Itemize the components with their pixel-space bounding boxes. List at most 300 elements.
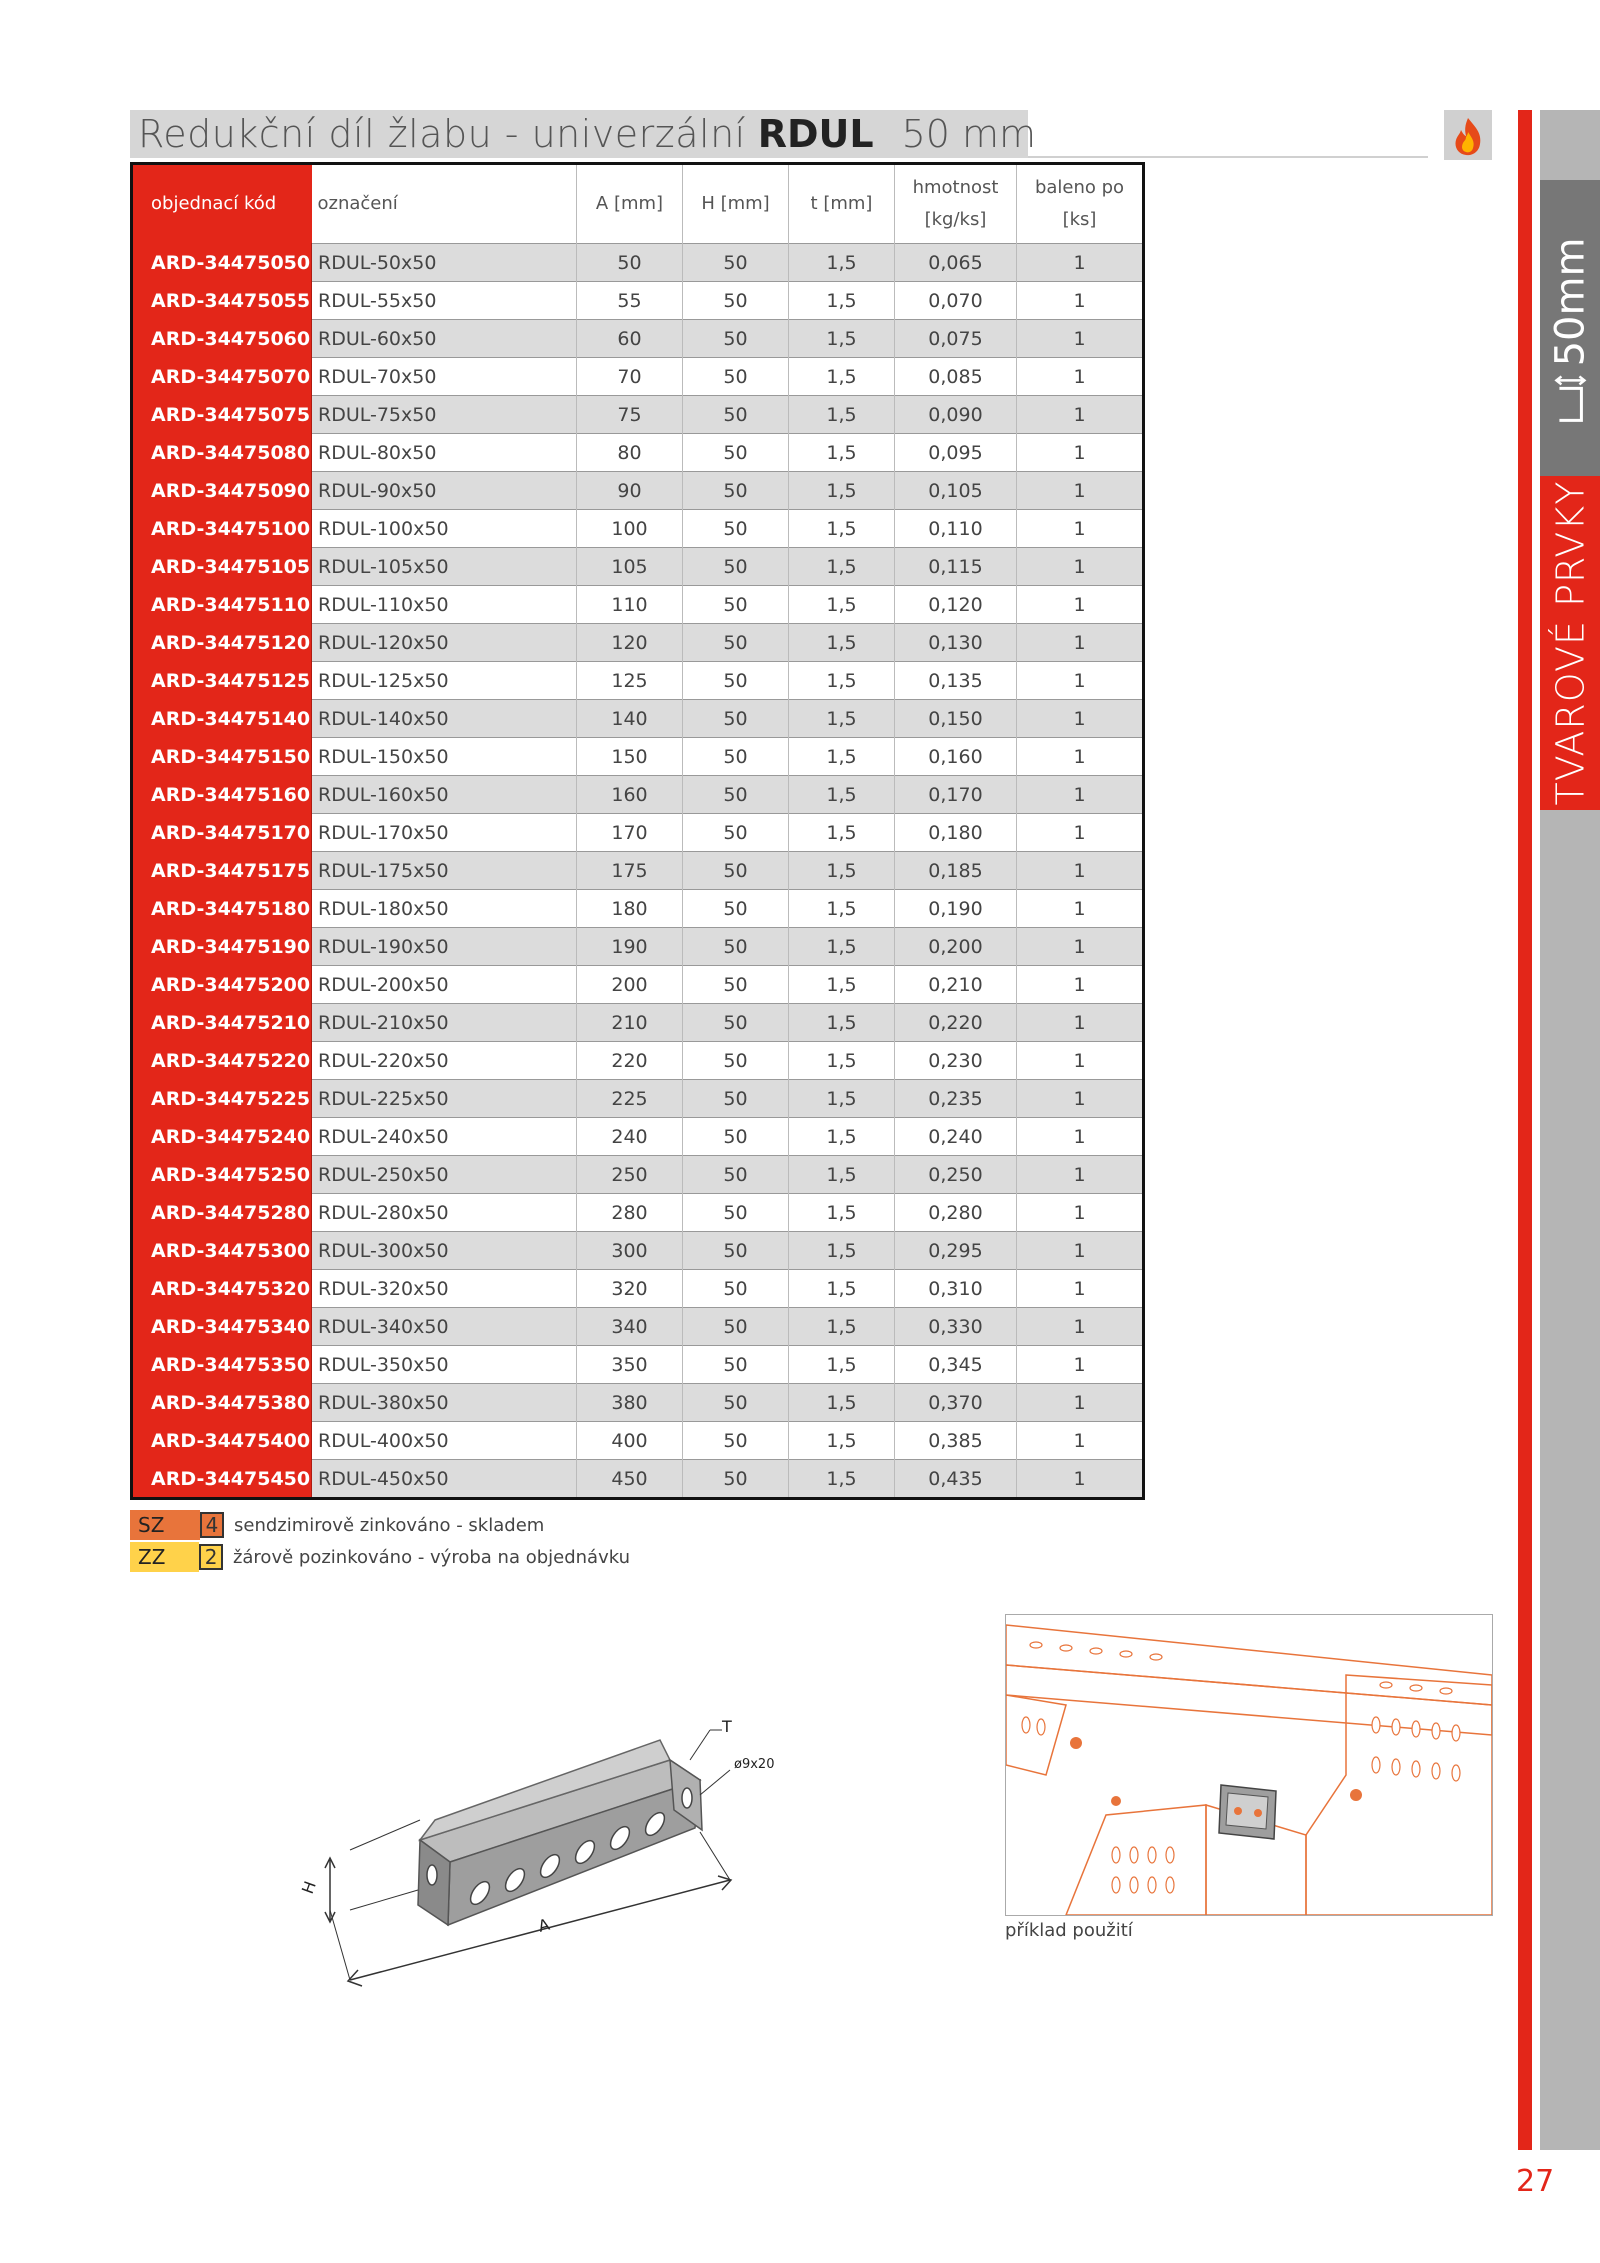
- cell-a: 300: [577, 1232, 683, 1270]
- cell-weight: 0,220: [895, 1004, 1017, 1042]
- cell-pack: 1: [1017, 282, 1144, 320]
- legend-zz-code: ZZ: [130, 1542, 199, 1572]
- cell-t: 1,5: [789, 1042, 895, 1080]
- cell-weight: 0,250: [895, 1156, 1017, 1194]
- header-weight: [895, 164, 1017, 244]
- cell-h: 50: [683, 1422, 789, 1460]
- cell-h: 50: [683, 472, 789, 510]
- table-row: [132, 282, 1144, 320]
- cell-h: 50: [683, 738, 789, 776]
- cell-name: RDUL-180x50: [312, 890, 577, 928]
- cell-name: RDUL-280x50: [312, 1194, 577, 1232]
- cell-name: RDUL-400x50: [312, 1422, 577, 1460]
- table-row: [132, 1042, 1144, 1080]
- cell-name: RDUL-190x50: [312, 928, 577, 966]
- cell-pack: 1: [1017, 1422, 1144, 1460]
- cell-code: ARD-34475175: [132, 852, 312, 890]
- cell-h: 50: [683, 1118, 789, 1156]
- cell-weight: 0,345: [895, 1346, 1017, 1384]
- fire-icon: [1444, 110, 1492, 160]
- cell-t: 1,5: [789, 776, 895, 814]
- cell-weight: 0,150: [895, 700, 1017, 738]
- cell-weight: 0,435: [895, 1460, 1017, 1499]
- cell-weight: 0,295: [895, 1232, 1017, 1270]
- cell-a: 190: [577, 928, 683, 966]
- cell-code: ARD-34475450: [132, 1460, 312, 1499]
- cell-a: 150: [577, 738, 683, 776]
- header-name: označení: [312, 164, 577, 244]
- cell-code: ARD-34475225: [132, 1080, 312, 1118]
- cell-a: 320: [577, 1270, 683, 1308]
- side-size-label: 50mm: [1547, 237, 1594, 367]
- cell-name: RDUL-380x50: [312, 1384, 577, 1422]
- table-row: [132, 1232, 1144, 1270]
- header-pack-1: baleno po: [1034, 177, 1125, 198]
- cell-name: RDUL-220x50: [312, 1042, 577, 1080]
- table-row: [132, 1308, 1144, 1346]
- cell-pack: 1: [1017, 1042, 1144, 1080]
- cell-code: ARD-34475050: [132, 244, 312, 282]
- cell-name: RDUL-300x50: [312, 1232, 577, 1270]
- table-row: [132, 1270, 1144, 1308]
- cell-code: ARD-34475090: [132, 472, 312, 510]
- cell-t: 1,5: [789, 472, 895, 510]
- cell-h: 50: [683, 548, 789, 586]
- table-row: [132, 1156, 1144, 1194]
- table-row: [132, 890, 1144, 928]
- cell-a: 200: [577, 966, 683, 1004]
- table-row: [132, 472, 1144, 510]
- cell-pack: 1: [1017, 1270, 1144, 1308]
- cell-pack: 1: [1017, 852, 1144, 890]
- cell-code: ARD-34475190: [132, 928, 312, 966]
- cell-code: ARD-34475060: [132, 320, 312, 358]
- cell-h: 50: [683, 282, 789, 320]
- cell-t: 1,5: [789, 700, 895, 738]
- cell-pack: 1: [1017, 662, 1144, 700]
- cell-a: 175: [577, 852, 683, 890]
- cell-a: 75: [577, 396, 683, 434]
- cell-pack: 1: [1017, 1308, 1144, 1346]
- cell-a: 60: [577, 320, 683, 358]
- cell-t: 1,5: [789, 320, 895, 358]
- cell-name: RDUL-160x50: [312, 776, 577, 814]
- page-number: 27: [1516, 2164, 1555, 2199]
- cell-weight: 0,115: [895, 548, 1017, 586]
- cell-pack: 1: [1017, 814, 1144, 852]
- cell-name: RDUL-125x50: [312, 662, 577, 700]
- cell-a: 250: [577, 1156, 683, 1194]
- cell-weight: 0,190: [895, 890, 1017, 928]
- cell-code: ARD-34475110: [132, 586, 312, 624]
- cell-h: 50: [683, 1270, 789, 1308]
- cell-h: 50: [683, 1232, 789, 1270]
- cell-a: 280: [577, 1194, 683, 1232]
- cell-code: ARD-34475380: [132, 1384, 312, 1422]
- table-row: [132, 358, 1144, 396]
- table-row: [132, 738, 1144, 776]
- cell-weight: 0,280: [895, 1194, 1017, 1232]
- cell-h: 50: [683, 852, 789, 890]
- cell-t: 1,5: [789, 738, 895, 776]
- table-row: [132, 928, 1144, 966]
- product-table: [130, 162, 1145, 1500]
- cell-h: 50: [683, 928, 789, 966]
- cell-t: 1,5: [789, 1232, 895, 1270]
- cell-weight: 0,370: [895, 1384, 1017, 1422]
- cell-a: 90: [577, 472, 683, 510]
- cell-pack: 1: [1017, 548, 1144, 586]
- cell-a: 180: [577, 890, 683, 928]
- cell-code: ARD-34475280: [132, 1194, 312, 1232]
- cell-name: RDUL-70x50: [312, 358, 577, 396]
- cell-a: 55: [577, 282, 683, 320]
- header-t: t [mm]: [789, 164, 895, 244]
- table-header-row: [132, 164, 1144, 244]
- cell-a: 50: [577, 244, 683, 282]
- cell-pack: 1: [1017, 586, 1144, 624]
- cell-name: RDUL-75x50: [312, 396, 577, 434]
- side-category: [1546, 476, 1594, 810]
- cell-weight: 0,105: [895, 472, 1017, 510]
- cell-h: 50: [683, 1042, 789, 1080]
- title-main: Redukční díl žlabu - univerzální: [138, 112, 746, 156]
- table-row: [132, 510, 1144, 548]
- cell-h: 50: [683, 1346, 789, 1384]
- cell-pack: 1: [1017, 1156, 1144, 1194]
- cell-t: 1,5: [789, 662, 895, 700]
- cell-pack: 1: [1017, 1080, 1144, 1118]
- cell-weight: 0,075: [895, 320, 1017, 358]
- cell-name: RDUL-170x50: [312, 814, 577, 852]
- cell-t: 1,5: [789, 928, 895, 966]
- cell-weight: 0,135: [895, 662, 1017, 700]
- cell-name: RDUL-250x50: [312, 1156, 577, 1194]
- cell-name: RDUL-100x50: [312, 510, 577, 548]
- cell-t: 1,5: [789, 1080, 895, 1118]
- cell-pack: 1: [1017, 396, 1144, 434]
- cell-h: 50: [683, 890, 789, 928]
- cell-weight: 0,240: [895, 1118, 1017, 1156]
- cell-name: RDUL-60x50: [312, 320, 577, 358]
- technical-drawing: [290, 1700, 830, 2020]
- cell-name: RDUL-80x50: [312, 434, 577, 472]
- side-category-label: TVAROVÉ PRVKY: [1548, 480, 1592, 806]
- cell-weight: 0,185: [895, 852, 1017, 890]
- cell-h: 50: [683, 1460, 789, 1499]
- cell-h: 50: [683, 1004, 789, 1042]
- legend-sz-num: 4: [200, 1512, 224, 1538]
- cell-code: ARD-34475100: [132, 510, 312, 548]
- cell-name: RDUL-55x50: [312, 282, 577, 320]
- legend-sz: [130, 1510, 630, 1540]
- legend-zz: [130, 1542, 630, 1572]
- cell-a: 210: [577, 1004, 683, 1042]
- cell-t: 1,5: [789, 244, 895, 282]
- cell-h: 50: [683, 1080, 789, 1118]
- drawing-label-t: T: [722, 1717, 732, 1736]
- cell-a: 400: [577, 1422, 683, 1460]
- cell-weight: 0,170: [895, 776, 1017, 814]
- cell-pack: 1: [1017, 1004, 1144, 1042]
- cell-code: ARD-34475340: [132, 1308, 312, 1346]
- cell-code: ARD-34475150: [132, 738, 312, 776]
- header-weight-2: [kg/ks]: [924, 209, 987, 230]
- cell-name: RDUL-240x50: [312, 1118, 577, 1156]
- cell-pack: 1: [1017, 358, 1144, 396]
- cell-t: 1,5: [789, 282, 895, 320]
- cell-t: 1,5: [789, 1118, 895, 1156]
- side-red-strip: [1518, 110, 1532, 2150]
- cell-code: ARD-34475080: [132, 434, 312, 472]
- cell-h: 50: [683, 320, 789, 358]
- cell-t: 1,5: [789, 852, 895, 890]
- cell-pack: 1: [1017, 1194, 1144, 1232]
- cell-h: 50: [683, 776, 789, 814]
- cell-code: ARD-34475220: [132, 1042, 312, 1080]
- cell-code: ARD-34475240: [132, 1118, 312, 1156]
- cell-a: 110: [577, 586, 683, 624]
- cell-h: 50: [683, 624, 789, 662]
- cell-t: 1,5: [789, 510, 895, 548]
- cell-h: 50: [683, 434, 789, 472]
- cell-a: 105: [577, 548, 683, 586]
- cell-weight: 0,330: [895, 1308, 1017, 1346]
- cell-name: RDUL-110x50: [312, 586, 577, 624]
- cell-t: 1,5: [789, 1422, 895, 1460]
- cell-pack: 1: [1017, 244, 1144, 282]
- cell-weight: 0,230: [895, 1042, 1017, 1080]
- header-a: A [mm]: [577, 164, 683, 244]
- cell-code: ARD-34475210: [132, 1004, 312, 1042]
- usage-example-image: [1005, 1614, 1493, 1916]
- table-row: [132, 1080, 1144, 1118]
- cell-weight: 0,110: [895, 510, 1017, 548]
- cell-h: 50: [683, 1194, 789, 1232]
- cell-h: 50: [683, 586, 789, 624]
- cell-t: 1,5: [789, 396, 895, 434]
- header-weight-1: hmotnost: [912, 177, 999, 198]
- table-row: [132, 662, 1144, 700]
- cell-weight: 0,065: [895, 244, 1017, 282]
- cell-name: RDUL-350x50: [312, 1346, 577, 1384]
- table-row: [132, 776, 1144, 814]
- cell-code: ARD-34475075: [132, 396, 312, 434]
- table-row: [132, 966, 1144, 1004]
- cell-h: 50: [683, 814, 789, 852]
- cell-code: ARD-34475200: [132, 966, 312, 1004]
- table-row: [132, 244, 1144, 282]
- cell-t: 1,5: [789, 358, 895, 396]
- drawing-label-h: H: [297, 1878, 320, 1897]
- cell-name: RDUL-50x50: [312, 244, 577, 282]
- table-row: [132, 548, 1144, 586]
- cell-code: ARD-34475180: [132, 890, 312, 928]
- cell-weight: 0,090: [895, 396, 1017, 434]
- header-pack-2: [ks]: [1062, 209, 1097, 230]
- table-row: [132, 320, 1144, 358]
- cell-a: 120: [577, 624, 683, 662]
- cell-t: 1,5: [789, 1156, 895, 1194]
- table-row: [132, 700, 1144, 738]
- cell-pack: 1: [1017, 966, 1144, 1004]
- cell-pack: 1: [1017, 1232, 1144, 1270]
- cell-t: 1,5: [789, 966, 895, 1004]
- table-row: [132, 1118, 1144, 1156]
- cell-code: ARD-34475070: [132, 358, 312, 396]
- cell-t: 1,5: [789, 1004, 895, 1042]
- cell-pack: 1: [1017, 1118, 1144, 1156]
- table-row: [132, 396, 1144, 434]
- cell-code: ARD-34475120: [132, 624, 312, 662]
- cell-weight: 0,130: [895, 624, 1017, 662]
- cell-name: RDUL-150x50: [312, 738, 577, 776]
- cell-a: 100: [577, 510, 683, 548]
- cell-code: ARD-34475350: [132, 1346, 312, 1384]
- cell-pack: 1: [1017, 624, 1144, 662]
- cell-weight: 0,385: [895, 1422, 1017, 1460]
- legend-sz-code: SZ: [130, 1510, 200, 1540]
- cell-h: 50: [683, 662, 789, 700]
- cell-code: ARD-34475055: [132, 282, 312, 320]
- drawing-label-hole: ø9x20: [734, 1757, 775, 1772]
- legend-zz-text: žárově pozinkováno - výroba na objednávku: [232, 1546, 630, 1568]
- cell-weight: 0,070: [895, 282, 1017, 320]
- cell-a: 240: [577, 1118, 683, 1156]
- table-row: [132, 1460, 1144, 1499]
- cell-a: 450: [577, 1460, 683, 1499]
- cell-pack: 1: [1017, 928, 1144, 966]
- cell-name: RDUL-340x50: [312, 1308, 577, 1346]
- cell-name: RDUL-90x50: [312, 472, 577, 510]
- cell-pack: 1: [1017, 472, 1144, 510]
- cell-a: 80: [577, 434, 683, 472]
- header-code: objednací kód: [132, 164, 312, 244]
- cell-name: RDUL-225x50: [312, 1080, 577, 1118]
- drawing-label-a: A: [536, 1914, 552, 1936]
- cell-pack: 1: [1017, 434, 1144, 472]
- side-size: [1546, 200, 1594, 460]
- cell-weight: 0,210: [895, 966, 1017, 1004]
- cell-a: 350: [577, 1346, 683, 1384]
- cell-weight: 0,200: [895, 928, 1017, 966]
- cell-code: ARD-34475105: [132, 548, 312, 586]
- cell-a: 340: [577, 1308, 683, 1346]
- cell-t: 1,5: [789, 814, 895, 852]
- cell-code: ARD-34475140: [132, 700, 312, 738]
- cell-a: 380: [577, 1384, 683, 1422]
- cell-pack: 1: [1017, 1460, 1144, 1499]
- cell-name: RDUL-200x50: [312, 966, 577, 1004]
- cell-name: RDUL-210x50: [312, 1004, 577, 1042]
- title-rule: [1028, 156, 1428, 158]
- cell-weight: 0,160: [895, 738, 1017, 776]
- cell-h: 50: [683, 1384, 789, 1422]
- legend-sz-text: sendzimirově zinkováno - skladem: [234, 1514, 545, 1536]
- cell-h: 50: [683, 510, 789, 548]
- cell-pack: 1: [1017, 700, 1144, 738]
- cell-t: 1,5: [789, 548, 895, 586]
- table-row: [132, 624, 1144, 662]
- cell-t: 1,5: [789, 586, 895, 624]
- cell-t: 1,5: [789, 1194, 895, 1232]
- cell-pack: 1: [1017, 738, 1144, 776]
- table-row: [132, 1422, 1144, 1460]
- cell-a: 225: [577, 1080, 683, 1118]
- table-row: [132, 1384, 1144, 1422]
- header-pack: [1017, 164, 1144, 244]
- cell-t: 1,5: [789, 1384, 895, 1422]
- title-size: 50 mm: [901, 112, 1037, 156]
- cell-code: ARD-34475170: [132, 814, 312, 852]
- cell-h: 50: [683, 244, 789, 282]
- cell-code: ARD-34475400: [132, 1422, 312, 1460]
- page-title: [130, 110, 1037, 158]
- cell-name: RDUL-140x50: [312, 700, 577, 738]
- cell-t: 1,5: [789, 624, 895, 662]
- table-row: [132, 852, 1144, 890]
- cell-code: ARD-34475125: [132, 662, 312, 700]
- cell-pack: 1: [1017, 1384, 1144, 1422]
- cell-code: ARD-34475160: [132, 776, 312, 814]
- cell-pack: 1: [1017, 1346, 1144, 1384]
- cell-h: 50: [683, 700, 789, 738]
- cell-t: 1,5: [789, 890, 895, 928]
- cell-code: ARD-34475250: [132, 1156, 312, 1194]
- cell-name: RDUL-175x50: [312, 852, 577, 890]
- table-row: [132, 586, 1144, 624]
- cell-name: RDUL-105x50: [312, 548, 577, 586]
- cell-h: 50: [683, 966, 789, 1004]
- cell-name: RDUL-450x50: [312, 1460, 577, 1499]
- cell-code: ARD-34475320: [132, 1270, 312, 1308]
- side-tray-profile-icon: [1553, 372, 1587, 422]
- table-row: [132, 1194, 1144, 1232]
- header-h: H [mm]: [683, 164, 789, 244]
- cell-weight: 0,085: [895, 358, 1017, 396]
- cell-t: 1,5: [789, 1270, 895, 1308]
- cell-weight: 0,180: [895, 814, 1017, 852]
- cell-name: RDUL-320x50: [312, 1270, 577, 1308]
- cell-a: 220: [577, 1042, 683, 1080]
- cell-t: 1,5: [789, 1308, 895, 1346]
- cell-h: 50: [683, 358, 789, 396]
- cell-a: 125: [577, 662, 683, 700]
- title-code: RDUL: [757, 112, 874, 156]
- cell-weight: 0,095: [895, 434, 1017, 472]
- cell-pack: 1: [1017, 320, 1144, 358]
- cell-t: 1,5: [789, 434, 895, 472]
- cell-name: RDUL-120x50: [312, 624, 577, 662]
- cell-code: ARD-34475300: [132, 1232, 312, 1270]
- table-row: [132, 814, 1144, 852]
- table-row: [132, 1004, 1144, 1042]
- cell-h: 50: [683, 396, 789, 434]
- cell-a: 140: [577, 700, 683, 738]
- cell-t: 1,5: [789, 1460, 895, 1499]
- cell-pack: 1: [1017, 890, 1144, 928]
- cell-a: 160: [577, 776, 683, 814]
- cell-weight: 0,310: [895, 1270, 1017, 1308]
- table-row: [132, 434, 1144, 472]
- cell-h: 50: [683, 1156, 789, 1194]
- table-row: [132, 1346, 1144, 1384]
- usage-example-caption: příklad použití: [1005, 1920, 1133, 1941]
- cell-h: 50: [683, 1308, 789, 1346]
- cell-a: 170: [577, 814, 683, 852]
- cell-pack: 1: [1017, 510, 1144, 548]
- cell-weight: 0,235: [895, 1080, 1017, 1118]
